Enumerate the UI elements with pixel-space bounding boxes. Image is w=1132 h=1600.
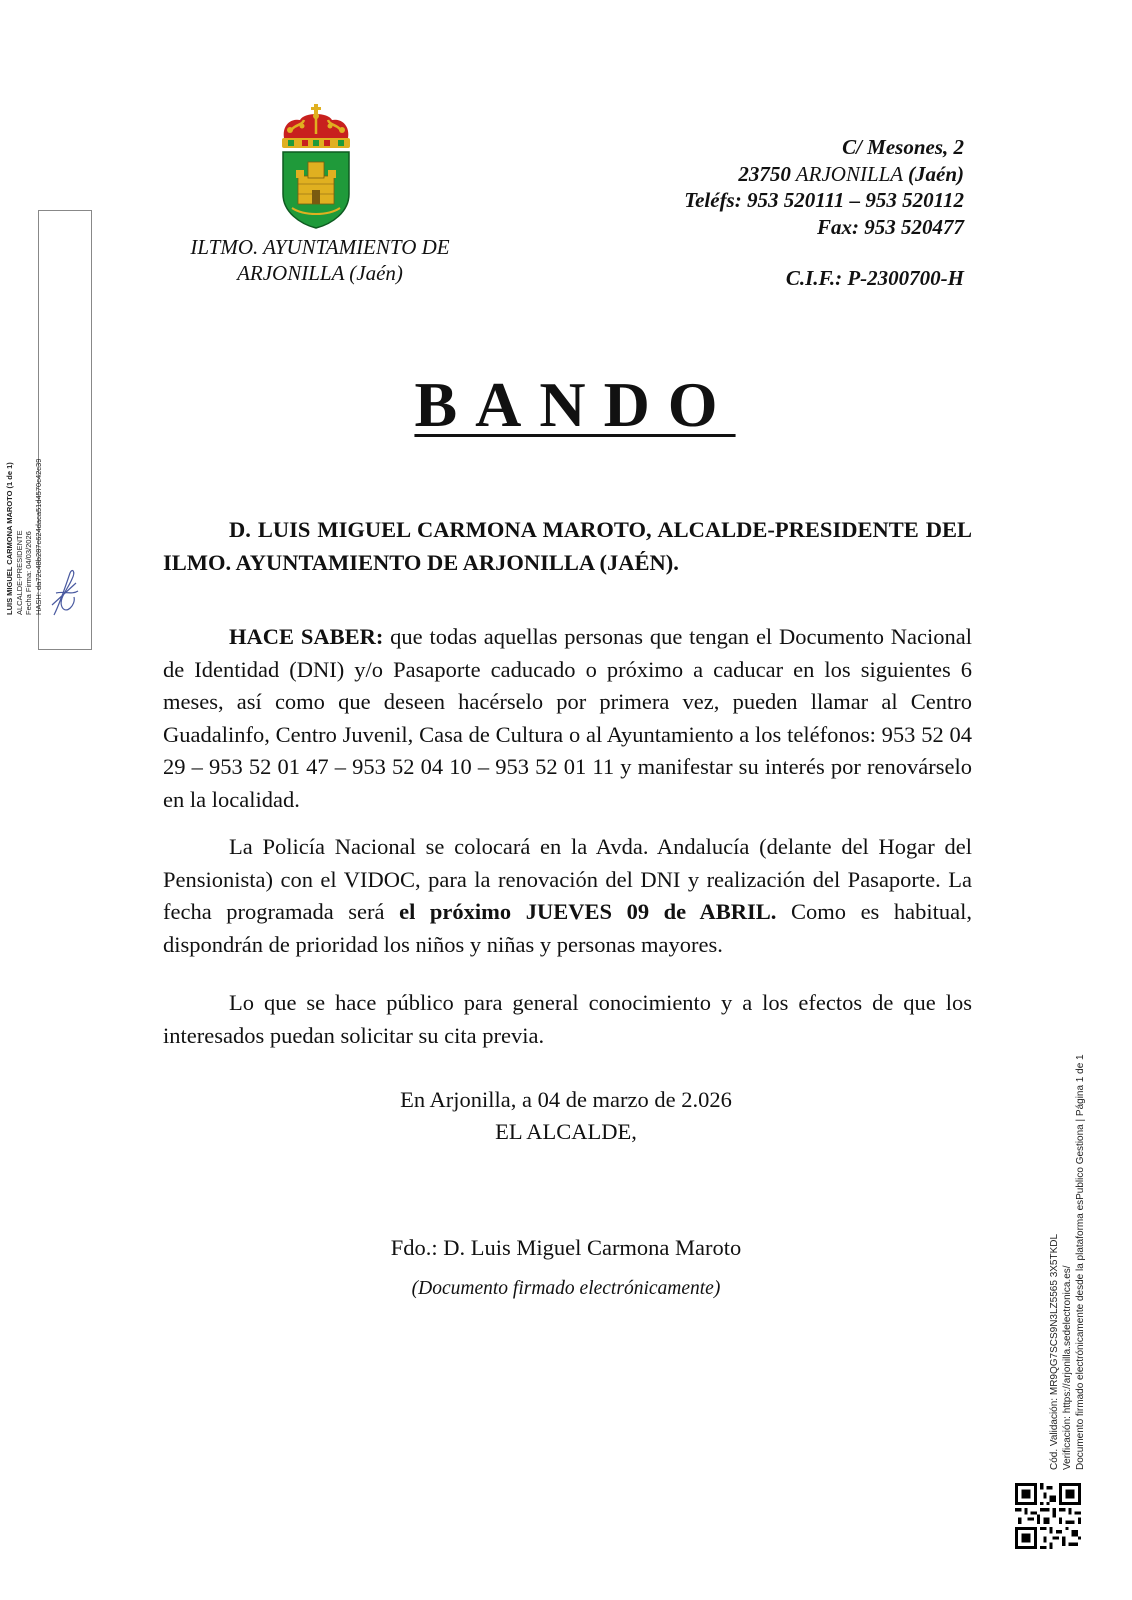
validation-url: Verificación: https://arjonilla.sedelectronica.es/ <box>1062 1265 1073 1470</box>
mayor-heading: D. LUIS MIGUEL CARMONA MAROTO, ALCALDE-PRESIDENTE DEL ILMO. AYUNTAMIENTO DE ARJONILLA (JAÉN). <box>163 517 972 575</box>
contact-city-line <box>684 161 964 188</box>
handwritten-signature-icon <box>46 565 84 625</box>
contact-cif: C.I.F.: P-2300700-H <box>785 266 964 290</box>
electronic-signature-note: (Documento firmado electrónicamente) <box>411 1278 721 1299</box>
paragraph-public-notice: Lo que se hace público para general conocimiento y a los efectos de que los interesados puedan solicitar su cita previa. <box>163 990 972 1048</box>
contact-fax: Fax: 953 520477 <box>817 214 964 239</box>
hace-saber-lead: HACE SABER: <box>229 624 384 649</box>
municipality-name <box>160 234 480 286</box>
paragraph-police-date: el próximo JUEVES 09 de ABRIL. <box>399 899 777 924</box>
contact-city: ARJONILLA <box>795 161 903 186</box>
signed-by: Fdo.: D. Luis Miguel Carmona Maroto <box>390 1235 742 1260</box>
contact-province: (Jaén) <box>908 161 964 186</box>
contact-street: C/ Mesones, 2 <box>842 135 964 159</box>
paragraph-announcement-text: que todas aquellas personas que tengan el Documento Nacional de Identidad (DNI) y/o Pasaporte caducado o próximo a caducar en los siguientes 6 meses, así como que deseen hacérselo por primera vez, pueden llamar al Centro Guadalinfo, Centro Juvenil, Casa de Cultura o al Ayuntamiento a los teléfonos: 953 52 04 29 – 953 52 01 47 – 953 52 04 10 – 953 52 01 11 y manifestar su interés por renovárselo en la localidad. <box>163 624 972 812</box>
closing-block <box>0 1084 1132 1148</box>
municipality-name-line2: ARJONILLA (Jaén) <box>237 261 403 285</box>
validation-code: Cód. Validación: MR9QG7SCS9N3LZ5565 3X5TKDL <box>1049 1233 1060 1470</box>
closing-place-date: En Arjonilla, a 04 de marzo de 2.026 <box>400 1087 732 1112</box>
paragraph-police-text-before: La Policía Nacional se colocará en la Avda. Andalucía (delante del Hogar del Pensionista) con el VIDOC, para la renovación del DNI y realización del Pasaporte. La fecha programada será <box>163 834 972 924</box>
stamp-role: ALCALDE-PRESIDENTE <box>14 530 24 615</box>
stamp-hash: HASH: da72c48b287c624daca51d4570c42c39 <box>33 458 43 615</box>
document-title-text: BANDO <box>414 369 736 440</box>
document-title <box>0 368 1132 442</box>
stamp-signer: LUIS MIGUEL CARMONA MAROTO (1 de 1) <box>5 462 14 615</box>
stamp-date: Fecha Firma: 04/03/2026 <box>24 531 33 615</box>
closing-role: EL ALCALDE, <box>495 1119 637 1144</box>
contact-block <box>684 134 964 240</box>
contact-phones: Teléfs: 953 520111 – 953 520112 <box>684 188 964 212</box>
validation-platform: Documento firmado electrónicamente desde la plataforma esPublico Gestiona | Página 1 de 1 <box>1075 1054 1086 1470</box>
paragraph-police-visit <box>163 831 972 961</box>
contact-postal-code: 23750 <box>738 161 791 186</box>
validation-text <box>1048 990 1090 1470</box>
paragraph-police-text-after: Como es habitual, dispondrán de prioridad los niños y niñas y personas mayores. <box>163 899 972 957</box>
qr-code-icon <box>1015 1483 1081 1549</box>
paragraph-announcement <box>163 621 972 816</box>
municipality-name-line1: ILTMO. AYUNTAMIENTO DE <box>190 235 450 259</box>
coat-of-arms-icon <box>280 104 352 230</box>
